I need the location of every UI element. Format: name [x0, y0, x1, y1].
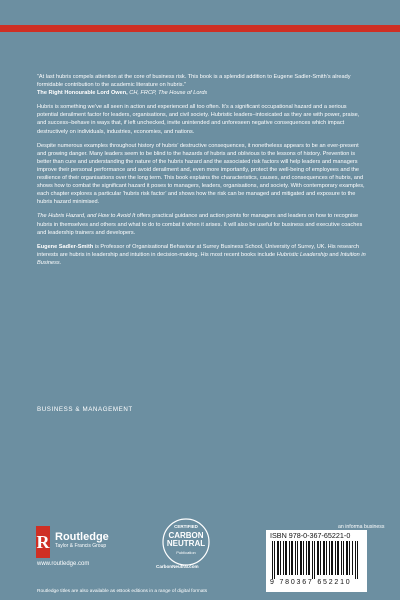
carbon-line-2: CARBON: [168, 531, 204, 540]
back-cover-text: [37, 73, 367, 273]
svg-text:R: R: [36, 532, 50, 552]
quote-block: [37, 73, 367, 97]
category-label: BUSINESS & MANAGEMENT: [37, 406, 133, 413]
carbon-line-4: Publication: [176, 550, 196, 555]
description-paragraph-3: [37, 212, 367, 236]
carbon-line-1: CERTIFIED: [174, 524, 198, 529]
routledge-logo-icon: [36, 526, 50, 558]
publisher-name: Routledge: [55, 531, 109, 543]
endorsement-quote: “At last hubris compels attention at the core of business risk. This book is a splendid addition to Eugene Sadler-Smith’s already formidable contribution to the academic literature on hubris.”: [37, 74, 351, 89]
author-book-2: Intuition in Business.: [37, 251, 366, 266]
quote-attribution: [37, 90, 207, 96]
barcode-digits: 9 780367 652210: [270, 579, 352, 586]
quote-attribution-rest: CH, FRCP, The House of Lords: [127, 90, 208, 97]
description-paragraph-1: Hubris is something we’ve all seen in action and experienced all too often. It’s a significant occupational hazard and a serious potential derailment factor for leaders, organisations, and civil society. Hubristic leaders–intoxicated as they are with power, praise, and success–behave in ways that, if left unchecked, invite unintended and unforeseen negative consequences which impact destructively on individuals, industries, economies, and nations.: [37, 104, 360, 135]
ebook-footer-note: Routledge titles are also available as eBook editions in a range of digital formats: [37, 589, 208, 594]
publisher-url[interactable]: www.routledge.com: [37, 561, 90, 567]
author-bio-text: is Professor of Organisational Behaviour at Surrey Business School, University of Surrey, UK. His research interests are hubris in leadership and intuition in decision-making. His most recent books include: [37, 243, 359, 258]
publisher-subtitle: Taylor & Francis Group: [55, 543, 107, 549]
author-bio-and: and: [327, 251, 341, 258]
author-book-1: Hubristic Leadership: [276, 251, 328, 258]
book-title-inline: The Hubris Hazard, and How to Avoid It: [37, 213, 136, 220]
top-strip: [0, 0, 400, 25]
informa-business-label: an informa business: [338, 524, 385, 530]
carbon-neutral-url: CarbonNeutral.com: [156, 564, 199, 569]
isbn-label: ISBN 978-0-367-65221-0: [270, 531, 351, 540]
author-bio: [37, 243, 367, 267]
barcode-icon: [270, 541, 363, 579]
author-name: Eugene Sadler-Smith: [37, 243, 94, 250]
publisher-logo-text: [55, 531, 109, 550]
carbon-line-3: NEUTRAL: [166, 539, 206, 548]
description-paragraph-2: Despite numerous examples throughout history of hubris’ destructive consequences, it nonetheless appears to be an ever-present and growing danger. Many leaders seem to be blind to the hazards of hubris and oblivious to the lessons of history. Prevention is better than cure and understanding the nature of the hubris hazard and the associated risk factors will help leaders and managers improve their personal performance and avoid derailment and, even more importantly, protect the well-being of employees and the resilience of their organisations over the long term. This book explains the characteristics, causes, and consequences of hubris, and shows how to combat the significant hazard it poses to managers, leaders, organisations, and society. With contemporary examples, each chapter explores a particular ‘hubris risk factor’ and shows how the risk can be managed and mitigated and exposure to the hubris hazard minimised.: [37, 142, 365, 206]
paragraph-3-rest: offers practical guidance and action points for managers and leaders on how to recognise hubris in themselves and others and what to do to combat it when it arises. It will also be useful for business and executive coaches and leadership trainers and developers.: [37, 213, 363, 236]
quote-attribution-name: The Right Honourable Lord Owen,: [37, 90, 128, 97]
top-red-bar: [0, 25, 400, 32]
